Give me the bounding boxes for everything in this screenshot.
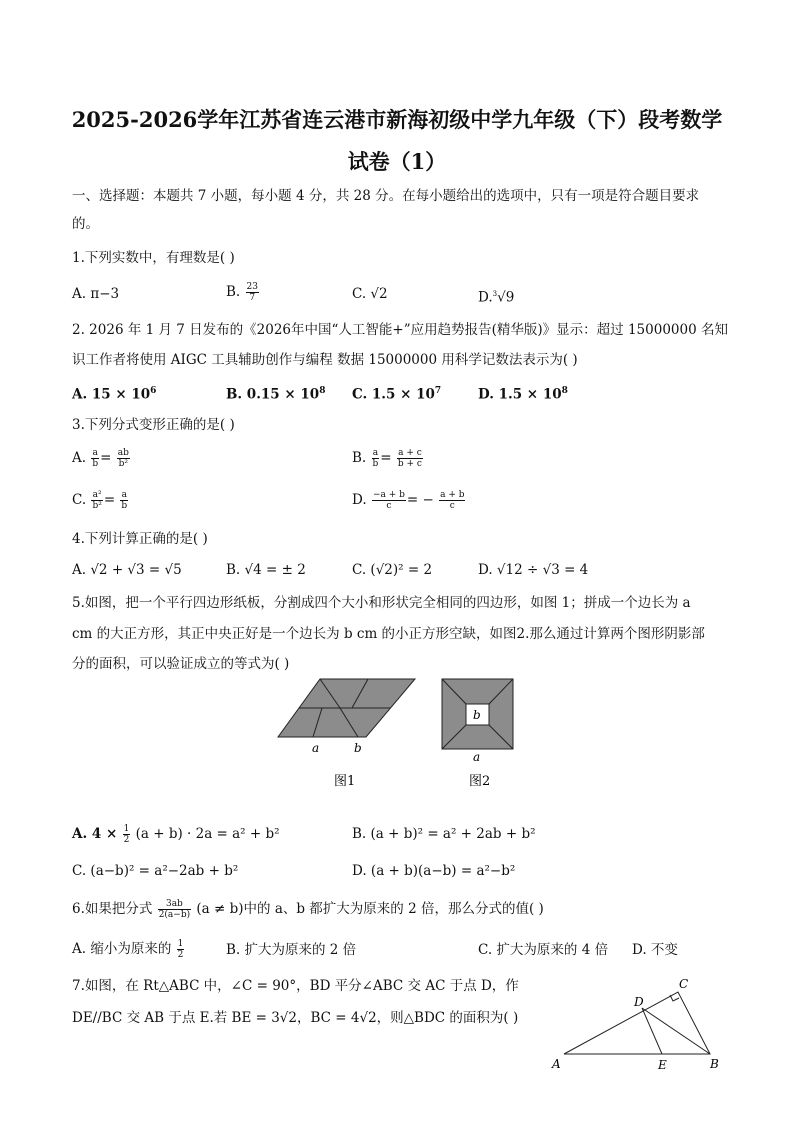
q2-stem: 2. 2026 年 1 月 7 日发布的《2026年中国“人工智能+”应用趋势报告(精华版)》显示：超过 15000000 名知: [72, 322, 728, 338]
q4-option-b: B. √4 = ± 2: [226, 562, 306, 578]
point-a-label: A: [552, 1057, 561, 1071]
q6-option-a: A. 缩小为原来的 $\frac{1}{2}$: [72, 939, 184, 960]
q2-stem-cont: 识工作者将使用 AIGC 工具辅助创作与编程 数据 15000000 用科学记数法表示为( ): [72, 352, 578, 368]
q7-stem: 7.如图，在 Rt△ABC 中，∠C = 90°，BD 平分∠ABC 交 AC 于点 D，作: [72, 978, 519, 994]
q5-figures: [270, 672, 530, 792]
q1-option-d: D.$^3$√9: [478, 289, 515, 306]
fig1-label-b: b: [354, 741, 362, 755]
q5-stem-cont2: 分的面积，可以验证成立的等式为( ): [72, 656, 290, 672]
q5-option-d: D. (a + b)(a−b) = a²−b²: [352, 863, 516, 879]
q2-option-d: D. $1.5 \times 10^8$: [478, 386, 568, 403]
section-instructions-cont: 的。: [72, 216, 99, 232]
q1-stem: 1.下列实数中，有理数是( ): [72, 250, 235, 266]
q2-option-b: B. $0.15 \times 10^8$: [226, 386, 326, 403]
q7-stem-cont: DE//BC 交 AB 于点 E.若 BE = 3√2，BC = 4√2，则△BDC 的面积为( ): [72, 1010, 519, 1026]
figure-1-parallelogram: [278, 679, 415, 737]
q3-option-d: D. $\frac{-a + b}{c}$ = − $\frac{a + b}{c}$: [352, 490, 465, 511]
q3-option-b: B. $\frac{a}{b}$ = $\frac{a + c}{b + c}$: [352, 448, 422, 469]
point-b-label: B: [710, 1057, 719, 1071]
exam-title-line2: 试卷（1）: [347, 149, 447, 174]
q3-option-c: C. $\frac{\text{a²}}{\text{b²}}$ = $\frac{a}{b}$: [72, 490, 128, 511]
q5-option-c: C. (a−b)² = a²−2ab + b²: [72, 863, 239, 879]
q5-option-b: B. (a + b)² = a² + 2ab + b²: [352, 826, 536, 842]
fig1-caption: 图1: [334, 774, 356, 789]
q6-option-b: B. 扩大为原来的 2 倍: [226, 942, 357, 958]
q1-option-c: C. √2: [352, 286, 388, 302]
exam-title-line1: 2025-2026学年江苏省连云港市新海初级中学九年级（下）段考数学: [71, 107, 723, 132]
q5-option-a: A. 4 × $\frac{1}{2}$ (a + b) · 2a = a² + b²: [72, 824, 280, 845]
point-e-label: E: [658, 1058, 667, 1072]
q2-option-c: C. $1.5 \times 10^7$: [352, 386, 442, 403]
q7-triangle-figure: [548, 972, 728, 1074]
point-d-label: D: [634, 995, 644, 1009]
point-c-label: C: [679, 977, 689, 991]
q5-stem: 5.如图，把一个平行四边形纸板，分割成四个大小和形状完全相同的四边形，如图 1；拼成一个边长为 a: [72, 595, 691, 611]
fig2-label-a: a: [473, 750, 481, 764]
q5-stem-cont: cm 的大正方形，其正中央正好是一个边长为 b cm 的小正方形空缺，如图2.那么通过计算两个图形阴影部: [72, 626, 705, 642]
q6-option-d: D. 不变: [632, 942, 678, 958]
section-instructions: 一、选择题：本题共 7 小题，每小题 4 分，共 28 分。在每小题给出的选项中，只有一项是符合题目要求: [72, 188, 700, 204]
q4-option-a: A. √2 + √3 = √5: [72, 562, 182, 578]
fig2-label-b: b: [473, 708, 481, 722]
q4-stem: 4.下列计算正确的是( ): [72, 531, 208, 547]
fig1-label-a: a: [312, 741, 320, 755]
q1-option-a: A. π−3: [72, 286, 120, 302]
q6-option-c: C. 扩大为原来的 4 倍: [478, 942, 609, 958]
q3-stem: 3.下列分式变形正确的是( ): [72, 417, 235, 433]
q3-option-a: A. $\frac{a}{b}$ = $\frac{ab}{\text{b²}}$: [72, 448, 129, 469]
fig2-caption: 图2: [469, 774, 491, 789]
fraction: $\frac{23}{7}$: [246, 282, 258, 303]
q4-option-d: D. √12 ÷ √3 = 4: [478, 562, 589, 578]
q1-option-b: B. $\frac{23}{7}$: [226, 282, 258, 303]
q4-option-c: C. (√2)² = 2: [352, 562, 433, 578]
q2-option-a: A. $15 \times 10^6$: [72, 386, 157, 403]
q6-stem: 6.如果把分式 $\frac{3ab}{2(a-b)}$ (a ≠ b)中的 a、b 都扩大为原来的 2 倍，那么分式的值( ): [72, 899, 544, 920]
